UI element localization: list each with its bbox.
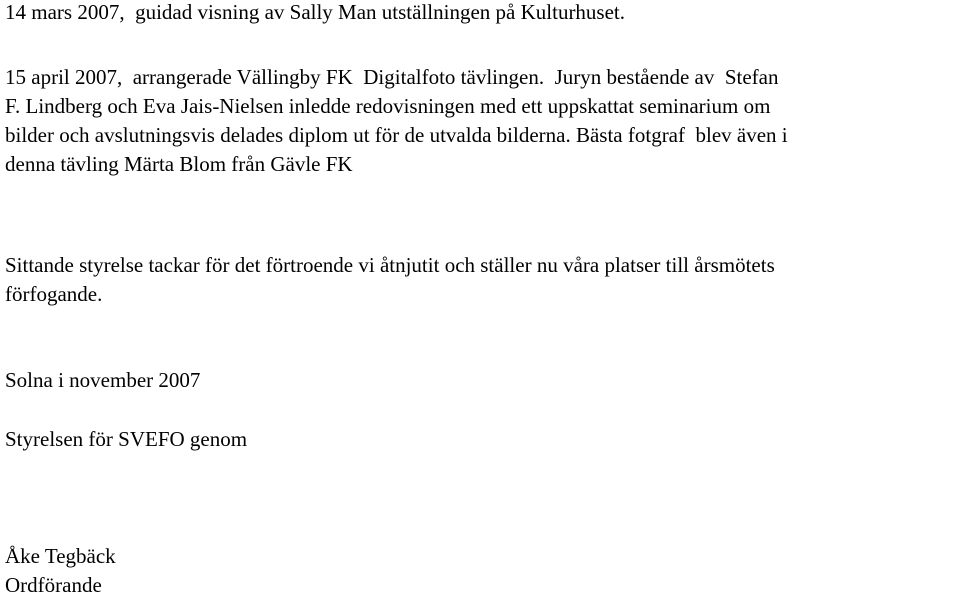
paragraph-photo-contest-line-4: denna tävling Märta Blom från Gävle FK [5,152,353,176]
sender-line: Styrelsen för SVEFO genom [5,427,248,451]
paragraph-photo-contest-line-1: 15 april 2007, arrangerade Vällingby FK Digitalfoto tävlingen. Juryn bestående av Stefan [5,65,779,89]
paragraph-photo-contest-line-3: bilder och avslutningsvis delades diplom ut för de utvalda bilderna. Bästa fotgraf blev även i [5,123,788,147]
paragraph-board-thanks-line-1: Sittande styrelse tackar för det förtroende vi åtnjutit och ställer nu våra platser till årsmötets [5,253,775,277]
paragraph-board-thanks-line-2: förfogande. [5,282,103,306]
signatory-name: Åke Tegbäck [5,544,116,568]
paragraph-sally-man-visit: 14 mars 2007, guidad visning av Sally Man utställningen på Kulturhuset. [5,0,626,24]
paragraph-photo-contest-line-2: F. Lindberg och Eva Jais-Nielsen inledde redovisningen med ett uppskattat seminarium om [5,94,771,118]
place-and-date: Solna i november 2007 [5,368,201,392]
signatory-title: Ordförande [5,573,102,597]
